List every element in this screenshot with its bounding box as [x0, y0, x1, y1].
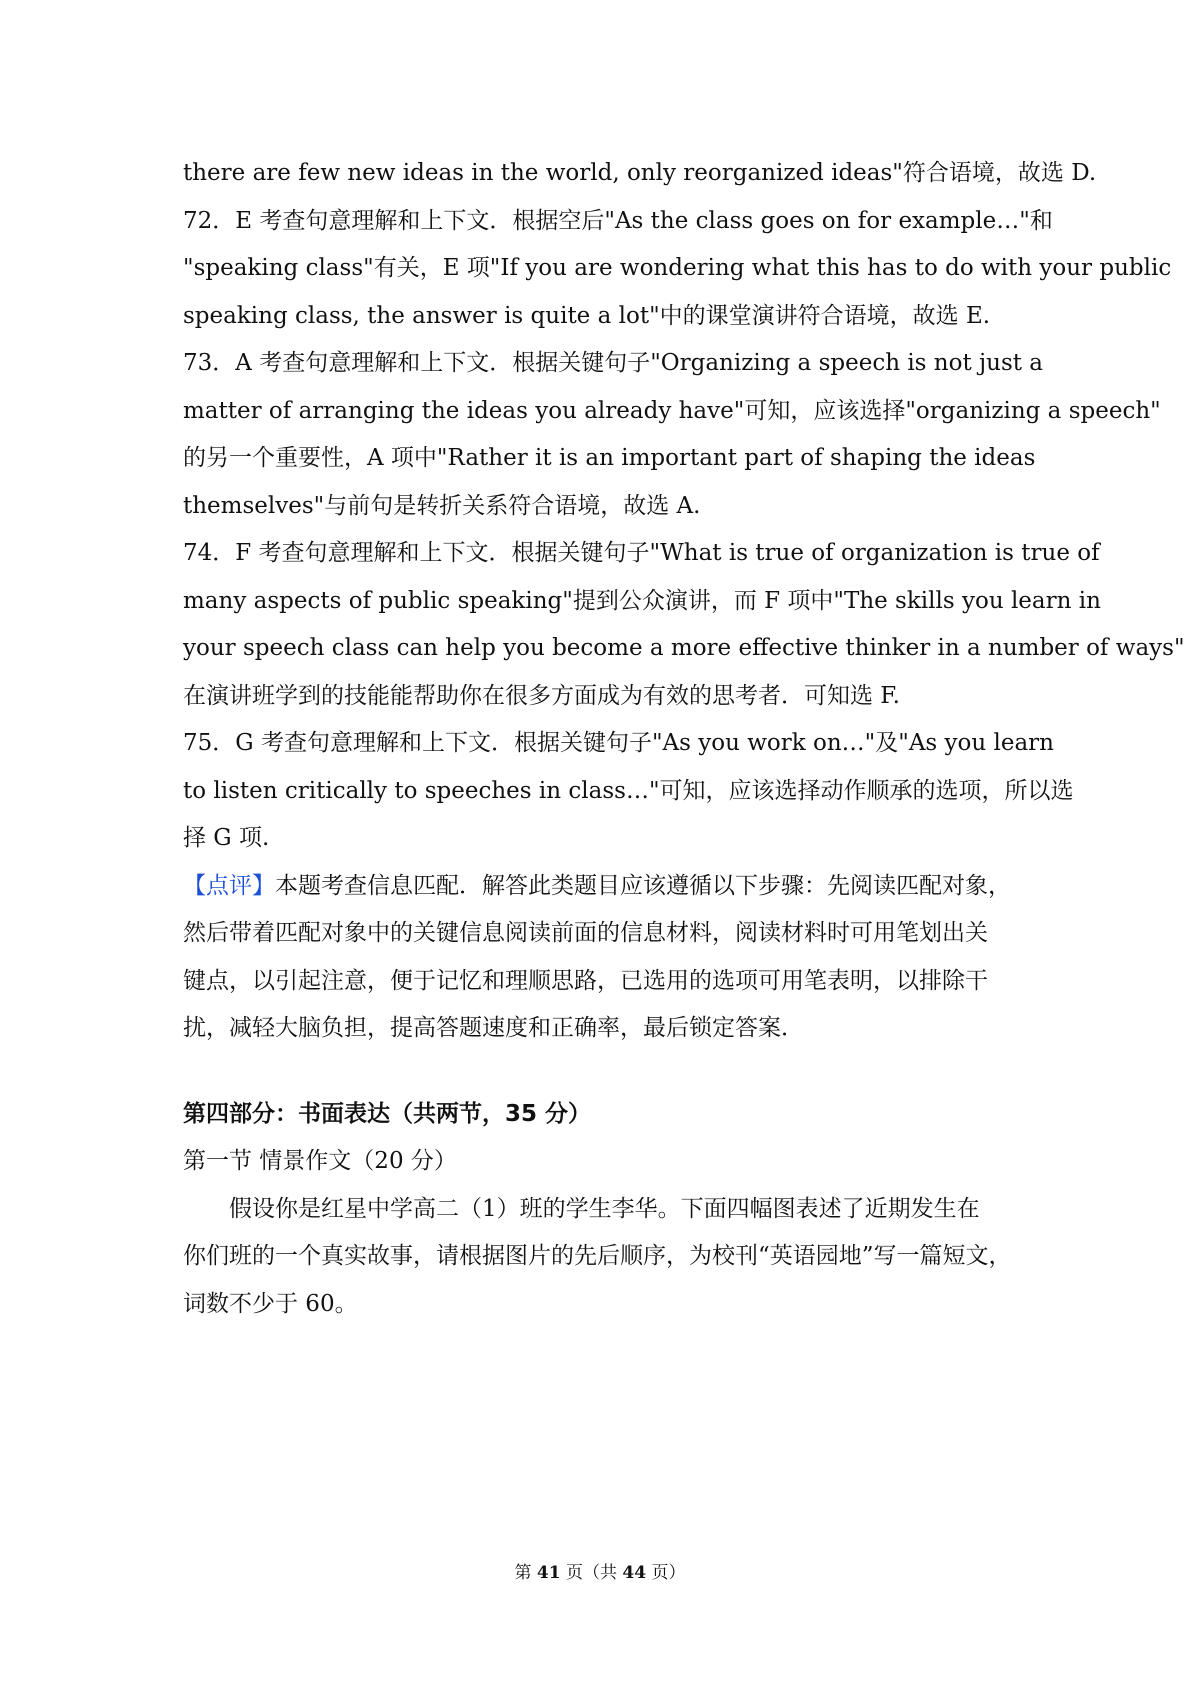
- answer-74: [183, 530, 1185, 720]
- text-line: 词数不少于 60。: [183, 1290, 358, 1317]
- text-line: "speaking class"有关，E 项"If you are wondering what this has to do with your public: [183, 255, 1172, 281]
- text-line: to listen critically to speeches in class…"可知，应该选择动作顺承的选项，所以选: [183, 777, 1074, 804]
- text-line: 74．F 考查句意理解和上下文．根据关键句子"What is true of organization is true of: [183, 540, 1100, 566]
- answer-73: [183, 340, 1161, 530]
- text-line: matter of arranging the ideas you already have"可知，应该选择"organizing a speech": [183, 397, 1161, 424]
- total-pages: 44: [622, 1563, 647, 1583]
- text-line: 的另一个重要性，A 项中"Rather it is an important part of shaping the ideas: [183, 445, 1036, 471]
- review-comment: [183, 863, 1023, 1053]
- text-line: many aspects of public speaking"提到公众演讲，而 F 项中"The skills you learn in: [183, 587, 1101, 614]
- page-footer: [0, 1558, 1200, 1583]
- text-line: 你们班的一个真实故事，请根据图片的先后顺序，为校刊“英语园地”写一篇短文，: [183, 1243, 1012, 1269]
- text-line: 假设你是红星中学高二（1）班的学生李华。下面四幅图表述了近期发生在: [229, 1195, 980, 1222]
- page-number: 41: [536, 1563, 561, 1583]
- section1-title: 第一节 情景作文（20 分）: [183, 1148, 457, 1174]
- part4-heading: 第四部分：书面表达（共两节，35 分）: [183, 1100, 592, 1127]
- text-line: themselves"与前句是转折关系符合语境，故选 A.: [183, 492, 701, 519]
- footer-prefix: 第: [514, 1563, 537, 1583]
- review-first-line: [183, 863, 1023, 911]
- text-line: 73．A 考查句意理解和上下文．根据关键句子"Organizing a speech is not just a: [183, 350, 1044, 376]
- page-content: [183, 150, 1185, 1328]
- review-tag: 【点评】: [183, 872, 275, 899]
- text-line: 然后带着匹配对象中的关键信息阅读前面的信息材料，阅读材料时可用笔划出关: [183, 920, 988, 946]
- text-line: 75．G 考查句意理解和上下文．根据关键句子"As you work on…"及"As you learn: [183, 730, 1054, 756]
- text-line: 在演讲班学到的技能能帮助你在很多方面成为有效的思考者．可知选 F.: [183, 682, 900, 709]
- footer-middle: 页（共: [560, 1563, 623, 1583]
- text-line: there are few new ideas in the world, only reorganized ideas"符合语境，故选 D.: [183, 160, 1097, 186]
- answer-72: [183, 198, 1172, 341]
- answer-75: [183, 720, 1074, 863]
- review-text: 本题考查信息匹配．解答此类题目应该遵循以下步骤：先阅读匹配对象，: [275, 872, 1011, 899]
- text-line: 72．E 考查句意理解和上下文．根据空后"As the class goes on for example…"和: [183, 207, 1053, 234]
- text-line: 择 G 项.: [183, 825, 270, 851]
- answer-71-tail: [183, 150, 1097, 198]
- text-line: speaking class, the answer is quite a lot"中的课堂演讲符合语境，故选 E.: [183, 302, 991, 329]
- text-line: 键点，以引起注意，便于记忆和理顺思路，已选用的选项可用笔表明，以排除干: [183, 967, 988, 994]
- footer-suffix: 页）: [646, 1563, 686, 1583]
- writing-prompt: [183, 1186, 1023, 1329]
- text-line: your speech class can help you become a more effective thinker in a number of ways": [183, 635, 1185, 661]
- text-line: 扰，减轻大脑负担，提高答题速度和正确率，最后锁定答案．: [183, 1015, 804, 1041]
